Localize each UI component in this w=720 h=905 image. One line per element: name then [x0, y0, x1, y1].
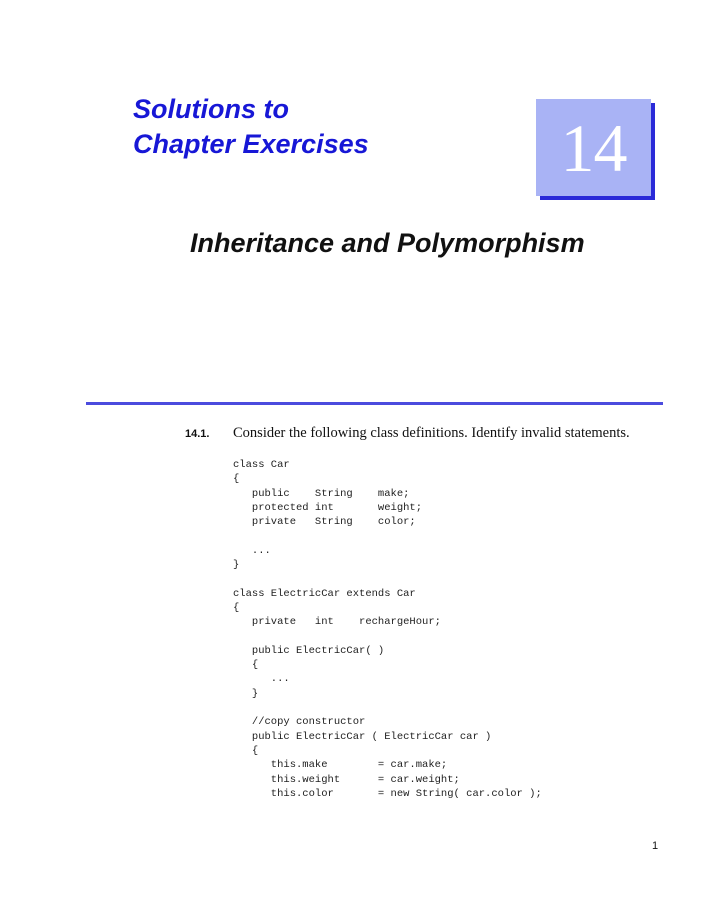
- code-line: class ElectricCar extends Car: [233, 587, 416, 600]
- code-line: public ElectricCar( ): [233, 644, 385, 657]
- question-text: Consider the following class definitions. Identify invalid statements.: [233, 425, 630, 441]
- code-line: {: [233, 601, 240, 614]
- code-block: [233, 458, 542, 801]
- code-line: }: [233, 687, 259, 700]
- code-line: this.weight = car.weight;: [233, 773, 460, 786]
- code-line: [233, 529, 542, 543]
- code-line: ...: [233, 673, 290, 686]
- code-line: private String color;: [233, 516, 416, 529]
- code-line: private int rechargeHour;: [233, 616, 441, 629]
- chapter-heading-line1: Solutions to: [133, 94, 289, 124]
- code-line: {: [233, 659, 259, 672]
- chapter-title: Inheritance and Polymorphism: [190, 228, 585, 258]
- code-line: public ElectricCar ( ElectricCar car ): [233, 730, 492, 743]
- chapter-number: 14: [560, 109, 627, 186]
- code-line: //copy constructor: [233, 716, 366, 729]
- chapter-heading-line2: Chapter Exercises: [133, 129, 369, 159]
- question-number: 14.1.: [185, 428, 210, 440]
- code-line: public String make;: [233, 487, 410, 500]
- code-line: class Car: [233, 459, 290, 471]
- page-number: 1: [652, 840, 659, 852]
- code-line: this.make = car.make;: [233, 759, 448, 772]
- chapter-number-box: [536, 99, 651, 196]
- chapter-heading: [133, 92, 369, 162]
- code-line: [233, 701, 542, 715]
- code-line: [233, 572, 542, 586]
- code-line: }: [233, 559, 240, 572]
- code-line: {: [233, 473, 240, 486]
- code-line: this.color = new String( car.color );: [233, 787, 542, 800]
- section-divider: [86, 402, 663, 405]
- code-line: ...: [233, 544, 271, 557]
- code-line: [233, 630, 542, 644]
- code-line: protected int weight;: [233, 501, 423, 514]
- code-line: {: [233, 744, 259, 757]
